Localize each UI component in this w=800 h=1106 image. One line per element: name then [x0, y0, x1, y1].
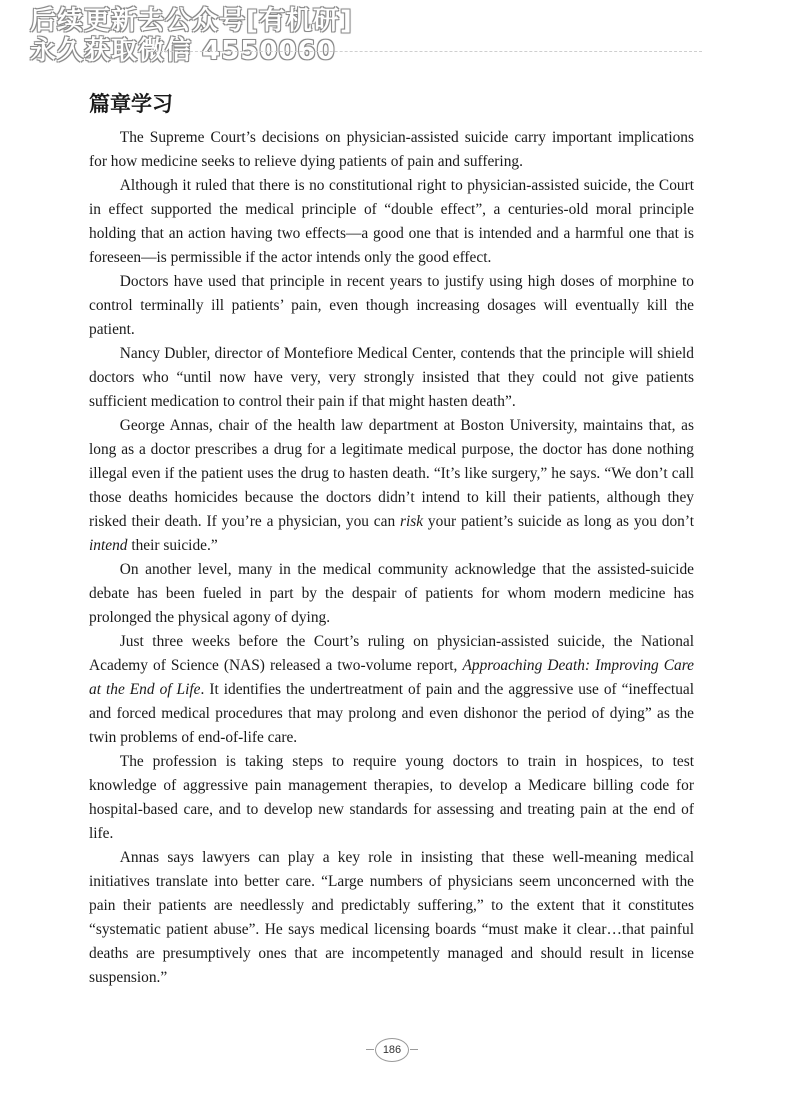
paragraph-7-text-c: . It identifies the undertreatment of pain and the aggressive use of “ineffectual and forced medical procedures that may prolong and even dishonor the period of dying” as the twin problems of end-of-life care.: [89, 681, 694, 746]
paragraph-3: Doctors have used that principle in recent years to justify using high doses of morphine to control terminally ill patients’ pain, even though increasing dosages will eventually kill the patient.: [89, 273, 694, 338]
paragraph-2: Although it ruled that there is no constitutional right to physician-assisted suicide, the Court in effect supported the medical principle of “double effect”, a centuries-old moral principle holding that an action having two effects—a good one that is intended and a harmful one that is foreseen—is permissible if the actor intends only the good effect.: [89, 177, 694, 266]
paragraph-6: On another level, many in the medical community acknowledge that the assisted-suicide debate has been fueled in part by the despair of patients for whom modern medicine has prolonged the physical agony of dying.: [89, 561, 694, 626]
header-divider: [150, 51, 702, 52]
watermark-overlay: [30, 6, 353, 66]
report-title: Approaching Death: Improving Care at the End of Life: [89, 657, 694, 698]
page-number-badge: 186: [375, 1038, 409, 1062]
paragraph-5-text-e: their suicide.”: [127, 537, 218, 554]
paragraph-7-text-a: Just three weeks before the Court’s ruling on physician-assisted suicide, the National Academy of Science (NAS) released a two-volume report,: [89, 633, 694, 674]
watermark-line-1: 后续更新去公众号[有机研]: [30, 6, 353, 36]
section-title: 篇章学习: [89, 92, 173, 116]
paragraph-5-text-a: George Annas, chair of the health law department at Boston University, maintains that, as long as a doctor prescribes a drug for a legitimate medical purpose, the doctor has done nothing illegal even if the patient uses the drug to hasten death. “It’s like surgery,” he says. “We don’t call those deaths homicides because the doctors didn’t intend to kill their patients, although they risked their death. If you’re a physician, you can: [89, 417, 694, 530]
article-body: [89, 126, 694, 990]
paragraph-4: Nancy Dubler, director of Montefiore Medical Center, contends that the principle will shield doctors who “until now have very, very strongly insisted that they could not give patients sufficient medication to control their pain if that might hasten death”.: [89, 345, 694, 410]
paragraph-9: Annas says lawyers can play a key role in insisting that these well-meaning medical initiatives translate into better care. “Large numbers of physicians seem unconcerned with the pain their patients are needlessly and predictably suffering,” to the extent that it constitutes “systematic patient abuse”. He says medical licensing boards “must make it clear…that painful deaths are presumptively ones that are incompetently managed and should result in license suspension.”: [89, 849, 694, 986]
emphasis-risk: risk: [400, 513, 424, 530]
paragraph-5: [89, 414, 694, 558]
paragraph-5-text-c: your patient’s suicide as long as you don’t: [423, 513, 694, 530]
emphasis-intend: intend: [89, 537, 128, 554]
paragraph-1: The Supreme Court’s decisions on physician-assisted suicide carry important implications for how medicine seeks to relieve dying patients of pain and suffering.: [89, 129, 694, 170]
watermark-line-2: 永久获取微信 4550060: [30, 36, 336, 66]
paragraph-8: The profession is taking steps to require young doctors to train in hospices, to test knowledge of aggressive pain management therapies, to develop a Medicare billing code for hospital-based care, and to develop new standards for assessing and treating pain at the end of life.: [89, 753, 694, 842]
paragraph-7: [89, 630, 694, 750]
